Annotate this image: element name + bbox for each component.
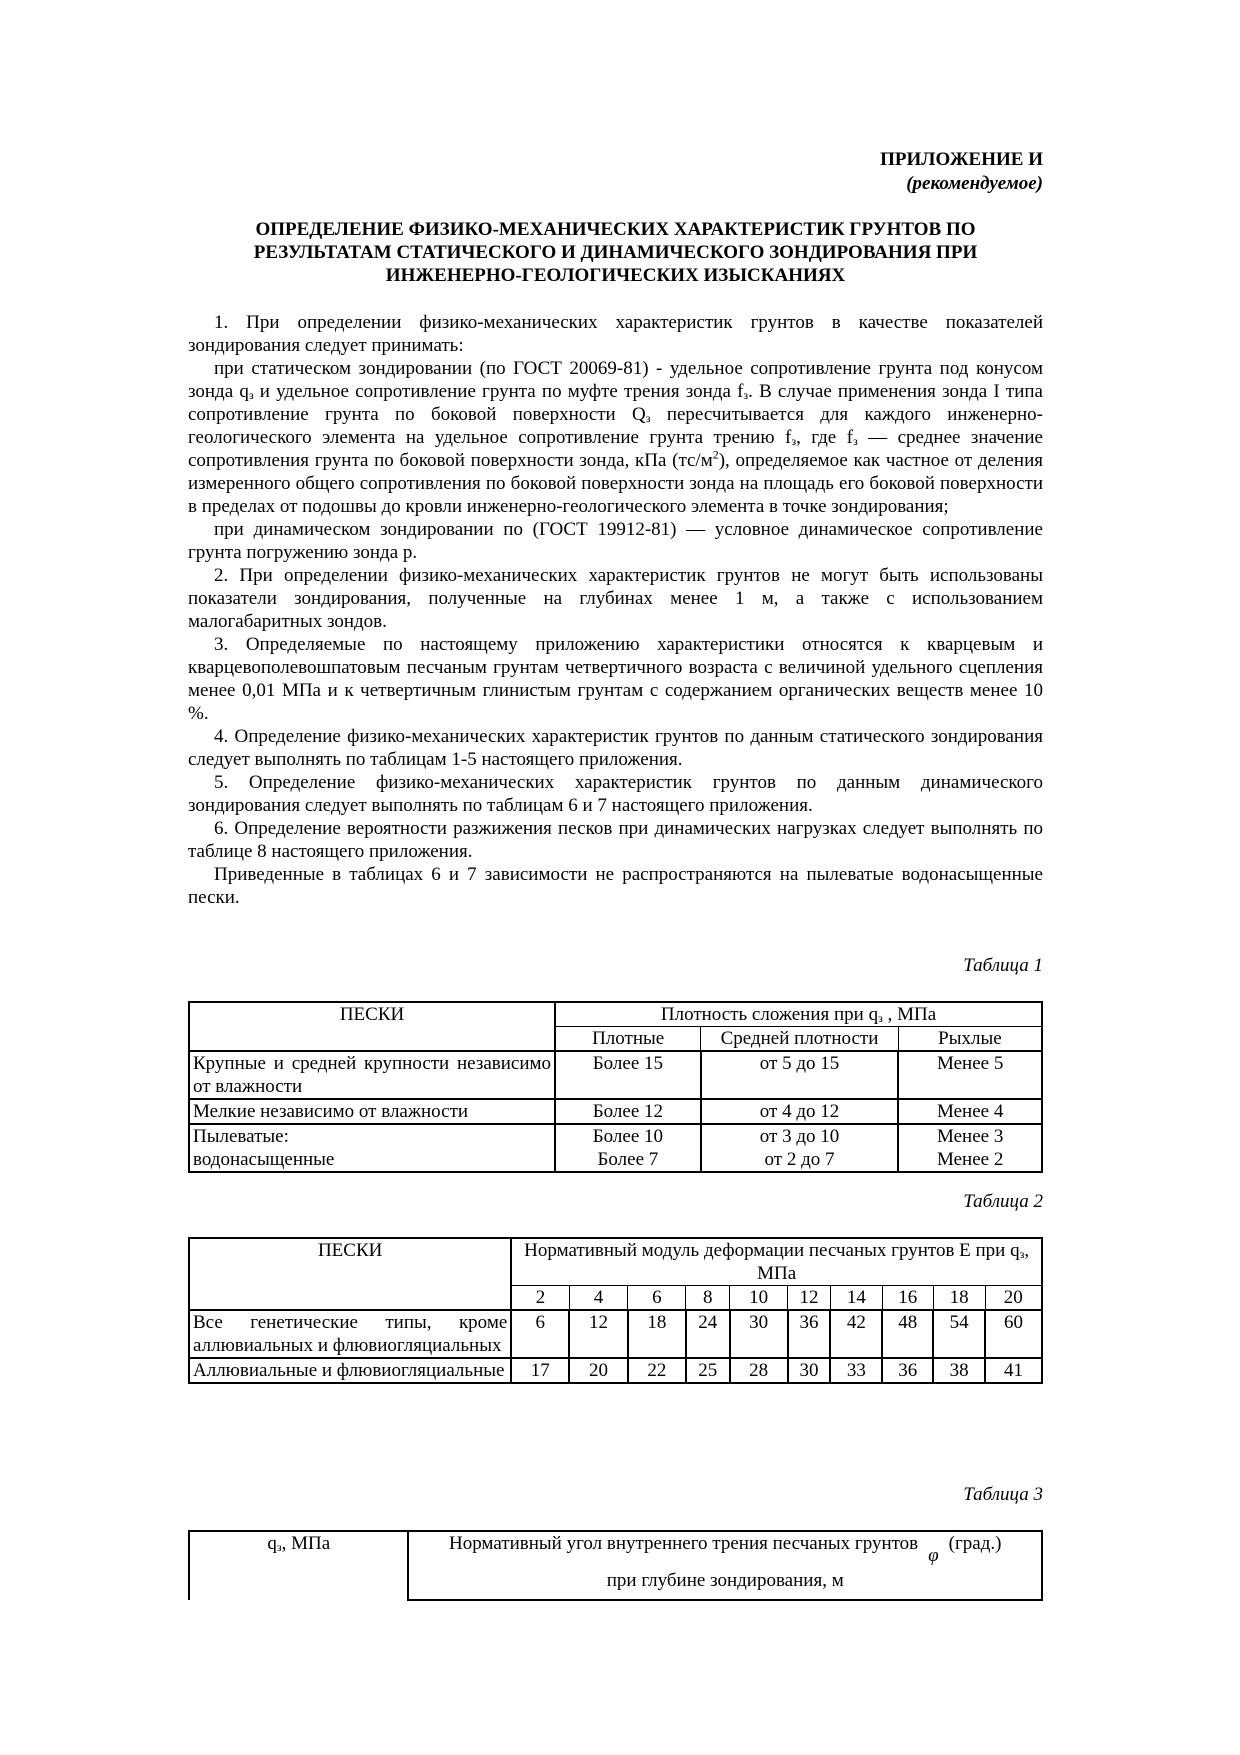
table-cell: 30 [730, 1310, 788, 1358]
table-1-subheader: Средней плотности [701, 1027, 899, 1052]
table-cell: 24 [686, 1310, 730, 1358]
table-cell: Более 10 Более 7 [555, 1124, 701, 1172]
body-text [188, 311, 1043, 909]
table-2-q-value: 8 [686, 1286, 730, 1311]
table-2 [188, 1237, 1043, 1384]
table-cell: Менее 5 [898, 1051, 1042, 1099]
table-cell: 36 [788, 1310, 831, 1358]
table-row [189, 1124, 1042, 1172]
appendix-subtitle: (рекомендуемое) [906, 173, 1043, 194]
table-cell-label: Пылеватые: водонасыщенные [189, 1124, 555, 1172]
paragraph-dynamic-sounding: при динамическом зондировании по (ГОСТ 19912-81) — условное динамическое сопротивление грунта погружению зонда p. [188, 519, 1043, 563]
table-cell: 48 [882, 1310, 933, 1358]
appendix-heading [880, 148, 1043, 196]
title-line-2: РЕЗУЛЬТАТАМ СТАТИЧЕСКОГО И ДИНАМИЧЕСКОГО ЗОНДИРОВАНИЯ ПРИ [253, 242, 978, 263]
table-cell: 36 [882, 1358, 933, 1383]
table-cell-label: Крупные и средней крупности независимо от влажности [189, 1051, 555, 1099]
table-2-q-value: 16 [882, 1286, 933, 1311]
table-2-header-sands: ПЕСКИ [189, 1238, 511, 1310]
paragraph-3: 3. Определяемые по настоящему приложению характеристики относятся к кварцевым и кварцевополевошпатовым песчаным грунтам четвертичного возраста с величиной удельного сцепления менее 0,01 МПа и к четвертичным глинистым грунтам с содержанием органических веществ менее 10 %. [188, 634, 1043, 724]
table-cell: 30 [788, 1358, 831, 1383]
paragraph-6: 6. Определение вероятности разжижения песков при динамических нагрузках следует выполнять по таблице 8 настоящего приложения. [188, 818, 1043, 862]
table-cell: 60 [985, 1310, 1042, 1358]
table-3 [188, 1530, 1043, 1601]
table-cell: от 3 до 10 от 2 до 7 [701, 1124, 899, 1172]
table-cell: 18 [628, 1310, 686, 1358]
table-3-caption: Таблица 3 [963, 1484, 1043, 1505]
table-cell-label: Все генетические типы, кроме аллювиальных и флювиогляциальных [189, 1310, 511, 1358]
table-cell: от 4 до 12 [701, 1099, 899, 1124]
paragraph-1: 1. При определении физико-механических характеристик грунтов в качестве показателей зондирования следует принимать: [188, 312, 1043, 356]
table-1 [188, 1001, 1043, 1173]
table-cell: от 5 до 15 [701, 1051, 899, 1099]
paragraph-2: 2. При определении физико-механических характеристик грунтов не могут быть использованы показатели зондирования, полученные на глубинах менее 1 м, а также с использованием малогабаритных зондов. [188, 565, 1043, 632]
table-cell: 42 [830, 1310, 882, 1358]
table-row [189, 1358, 1042, 1383]
table-2-header-modulus: Нормативный модуль деформации песчаных грунтов E при $q_з$, МПа [511, 1238, 1042, 1286]
table-2-q-value: 20 [985, 1286, 1042, 1311]
table-cell: Менее 3 Менее 2 [898, 1124, 1042, 1172]
table-1-caption: Таблица 1 [963, 955, 1043, 976]
table-cell: 33 [830, 1358, 882, 1383]
appendix-title: ПРИЛОЖЕНИЕ И [880, 149, 1043, 170]
table-row [189, 1099, 1042, 1124]
paragraph-5: 5. Определение физико-механических характеристик грунтов по данным динамического зондирования следует выполнять по таблицам 6 и 7 настоящего приложения. [188, 772, 1043, 816]
table-cell-label: Мелкие независимо от влажности [189, 1099, 555, 1124]
table-2-q-value: 18 [933, 1286, 985, 1311]
table-3-header-angle: Нормативный угол внутреннего трения песчаных грунтовφ(град.) при глубине зондирования, м [408, 1531, 1042, 1600]
table-2-q-value: 6 [628, 1286, 686, 1311]
table-row [189, 1310, 1042, 1358]
table-cell: 22 [628, 1358, 686, 1383]
table-cell: 38 [933, 1358, 985, 1383]
table-cell: 41 [985, 1358, 1042, 1383]
table-2-q-value: 12 [788, 1286, 831, 1311]
table-cell: 6 [511, 1310, 569, 1358]
title-line-1: ОПРЕДЕЛЕНИЕ ФИЗИКО-МЕХАНИЧЕСКИХ ХАРАКТЕРИСТИК ГРУНТОВ ПО [255, 219, 976, 240]
table-cell-label: Аллювиальные и флювиогляциальные [189, 1358, 511, 1383]
table-cell: Более 15 [555, 1051, 701, 1099]
title-line-3: ИНЖЕНЕРНО-ГЕОЛОГИЧЕСКИХ ИЗЫСКАНИЯХ [385, 265, 846, 286]
table-cell: 12 [569, 1310, 628, 1358]
phi-symbol: φ [928, 1545, 939, 1566]
table-cell: Менее 4 [898, 1099, 1042, 1124]
table-2-q-value: 2 [511, 1286, 569, 1311]
table-2-q-value: 4 [569, 1286, 628, 1311]
table-1-header-sands: ПЕСКИ [189, 1002, 555, 1051]
table-cell: 17 [511, 1358, 569, 1383]
table-1-subheader: Плотные [555, 1027, 701, 1052]
paragraph-note: Приведенные в таблицах 6 и 7 зависимости не распространяются на пылеватые водонасыщенные пески. [188, 864, 1043, 908]
table-2-q-value: 10 [730, 1286, 788, 1311]
paragraph-4: 4. Определение физико-механических характеристик грунтов по данным статического зондирования следует выполнять по таблицам 1-5 настоящего приложения. [188, 726, 1043, 770]
paragraph-static-sounding: при статическом зондировании (по ГОСТ 20069-81) - удельное сопротивление грунта под конусом зонда $q_з$ и удельное сопротивление грунта по муфте трения зонда $f_з$. В случае применения зонда I типа сопротивление грунта по боковой поверхности $Q_з$ пересчитывается для каждого инженерно-геологического элемента на удельное сопротивление грунта трению $f_з$, где $f_з$ — среднее значение сопротивления грунта по боковой поверхности зонда, кПа $(тс/м^2)$, определяемое как частное от деления измеренного общего сопротивления по боковой поверхности зонда на площадь его боковой поверхности в пределах от подошвы до кровли инженерно-геологического элемента в точке зондирования; [188, 358, 1043, 517]
table-2-q-value: 14 [830, 1286, 882, 1311]
table-1-header-density: Плотность сложения при $q_з$ , МПа [555, 1002, 1042, 1027]
table-cell: 20 [569, 1358, 628, 1383]
table-2-caption: Таблица 2 [963, 1191, 1043, 1212]
table-cell: 25 [686, 1358, 730, 1383]
document-title [188, 218, 1043, 287]
table-cell: 54 [933, 1310, 985, 1358]
table-cell: 28 [730, 1358, 788, 1383]
table-row [189, 1051, 1042, 1099]
table-1-subheader: Рыхлые [898, 1027, 1042, 1052]
table-3-header-q: $q_з$, МПа [189, 1531, 408, 1600]
table-cell: Более 12 [555, 1099, 701, 1124]
